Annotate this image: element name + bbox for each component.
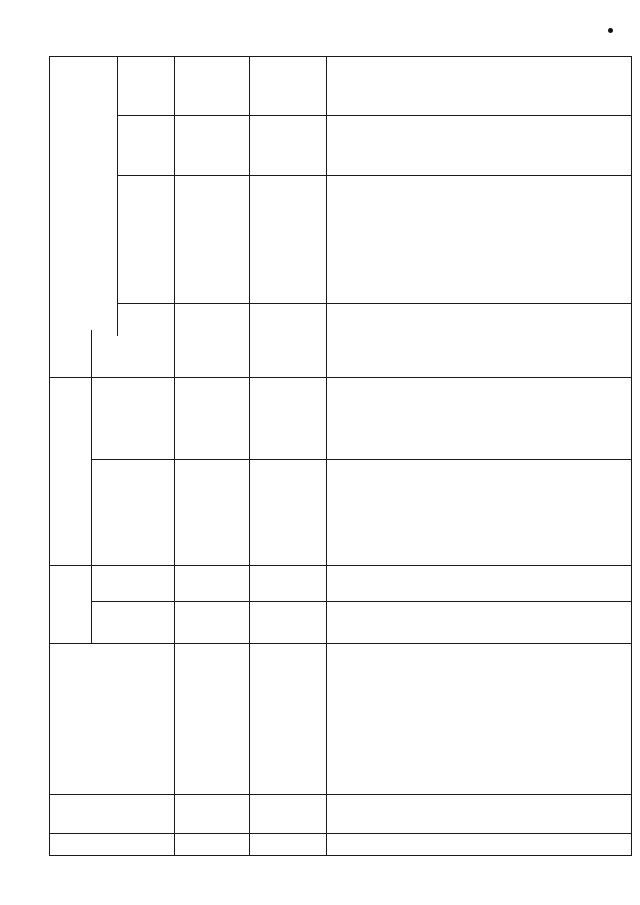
table-border-bottom — [631, 56, 632, 856]
grid-line — [49, 565, 632, 566]
table-border-top — [49, 56, 50, 856]
grid-line — [249, 56, 250, 856]
scan-mark — [608, 28, 613, 33]
grid-line — [91, 459, 632, 460]
grid-line — [49, 794, 632, 795]
grid-line — [49, 643, 632, 644]
row3-c-value — [331, 200, 621, 300]
rotated-table — [49, 56, 632, 856]
table-border-right — [49, 56, 632, 57]
grid-line — [91, 601, 632, 602]
grid-line — [117, 115, 632, 116]
header-bottom-line — [174, 56, 175, 856]
grid-line — [117, 56, 118, 336]
table-border-left — [49, 855, 632, 856]
grid-line — [49, 377, 632, 378]
grid-line — [326, 56, 327, 856]
grid-line — [49, 833, 632, 834]
grid-line — [117, 175, 632, 176]
grid-line — [117, 303, 632, 304]
